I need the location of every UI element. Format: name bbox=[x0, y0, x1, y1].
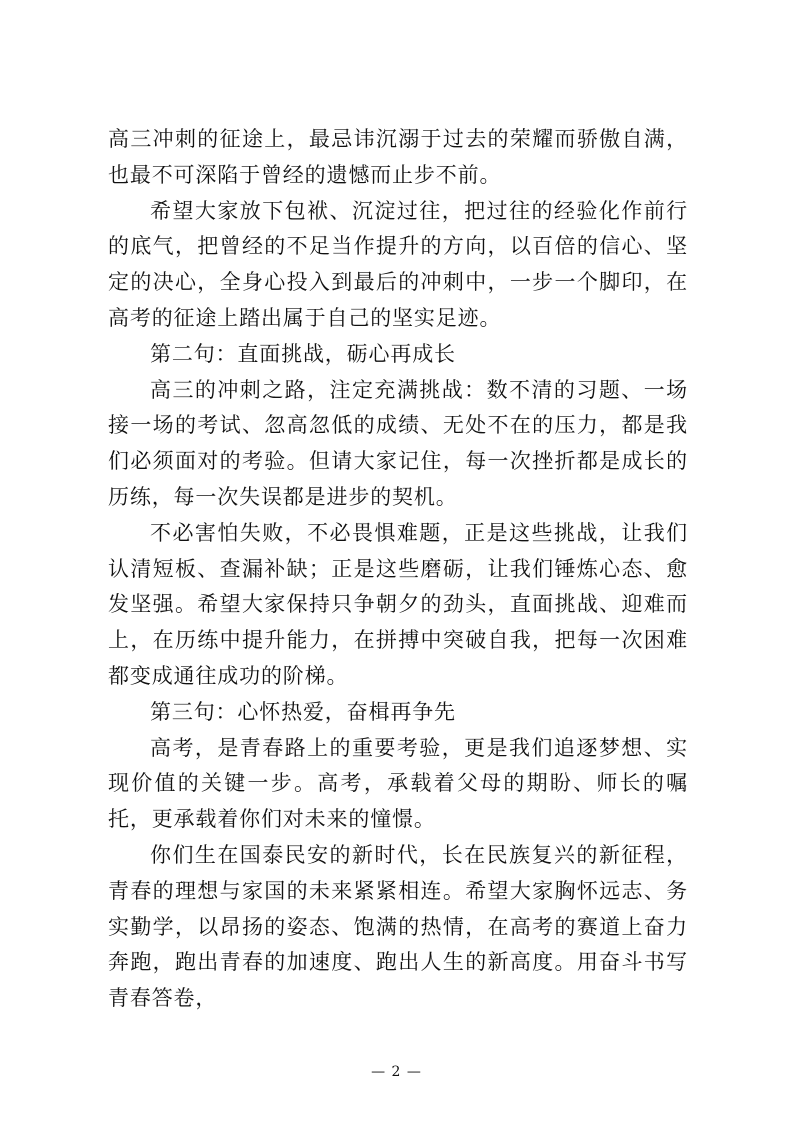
document-body bbox=[108, 122, 688, 1017]
paragraph-new-era: 你们生在国泰民安的新时代，长在民族复兴的新征程，青春的理想与家国的未来紧紧相连。希望大家胸怀远志、务实勤学，以昂扬的姿态、饱满的热情，在高考的赛道上奋力奔跑，跑出青春的加速度、跑出人生的新高度。用奋斗书写青春答卷， bbox=[108, 842, 688, 1011]
paragraph-gaokao: 高考，是青春路上的重要考验，更是我们追逐梦想、实现价值的关键一步。高考，承载着父母的期盼、师长的嘱托，更承载着你们对未来的憧憬。 bbox=[108, 735, 688, 832]
paragraph-challenges: 高三的冲刺之路，注定充满挑战：数不清的习题、一场接一场的考试、忽高忽低的成绩、无处不在的压力，都是我们必须面对的考验。但请大家记住，每一次挫折都是成长的历练，每一次失误都是进步的契机。 bbox=[108, 377, 688, 509]
paragraph-continuation: 高三冲刺的征途上，最忌讳沉溺于过去的荣耀而骄傲自满，也最不可深陷于曾经的遗憾而止步不前。 bbox=[108, 127, 688, 187]
page-number: — 2 — bbox=[371, 1064, 422, 1080]
section-heading-third: 第三句：心怀热爱，奋楫再争先 bbox=[150, 699, 456, 724]
paragraph-face-difficulties: 不必害怕失败，不必畏惧难题，正是这些挑战，让我们认清短板、查漏补缺；正是这些磨砺，让我们锤炼心态、愈发坚强。希望大家保持只争朝夕的劲头，直面挑战、迎难而上，在历练中提升能力，在拼搏中突破自我，把每一次困难都变成通往成功的阶梯。 bbox=[108, 520, 688, 688]
paragraph-encouragement: 希望大家放下包袱、沉淀过往，把过往的经验化作前行的底气，把曾经的不足当作提升的方向，以百倍的信心、坚定的决心，全身心投入到最后的冲刺中，一步一个脚印，在高考的征途上踏出属于自己的坚实足迹。 bbox=[108, 198, 688, 330]
section-heading-second: 第二句：直面挑战，砺心再成长 bbox=[150, 341, 456, 366]
